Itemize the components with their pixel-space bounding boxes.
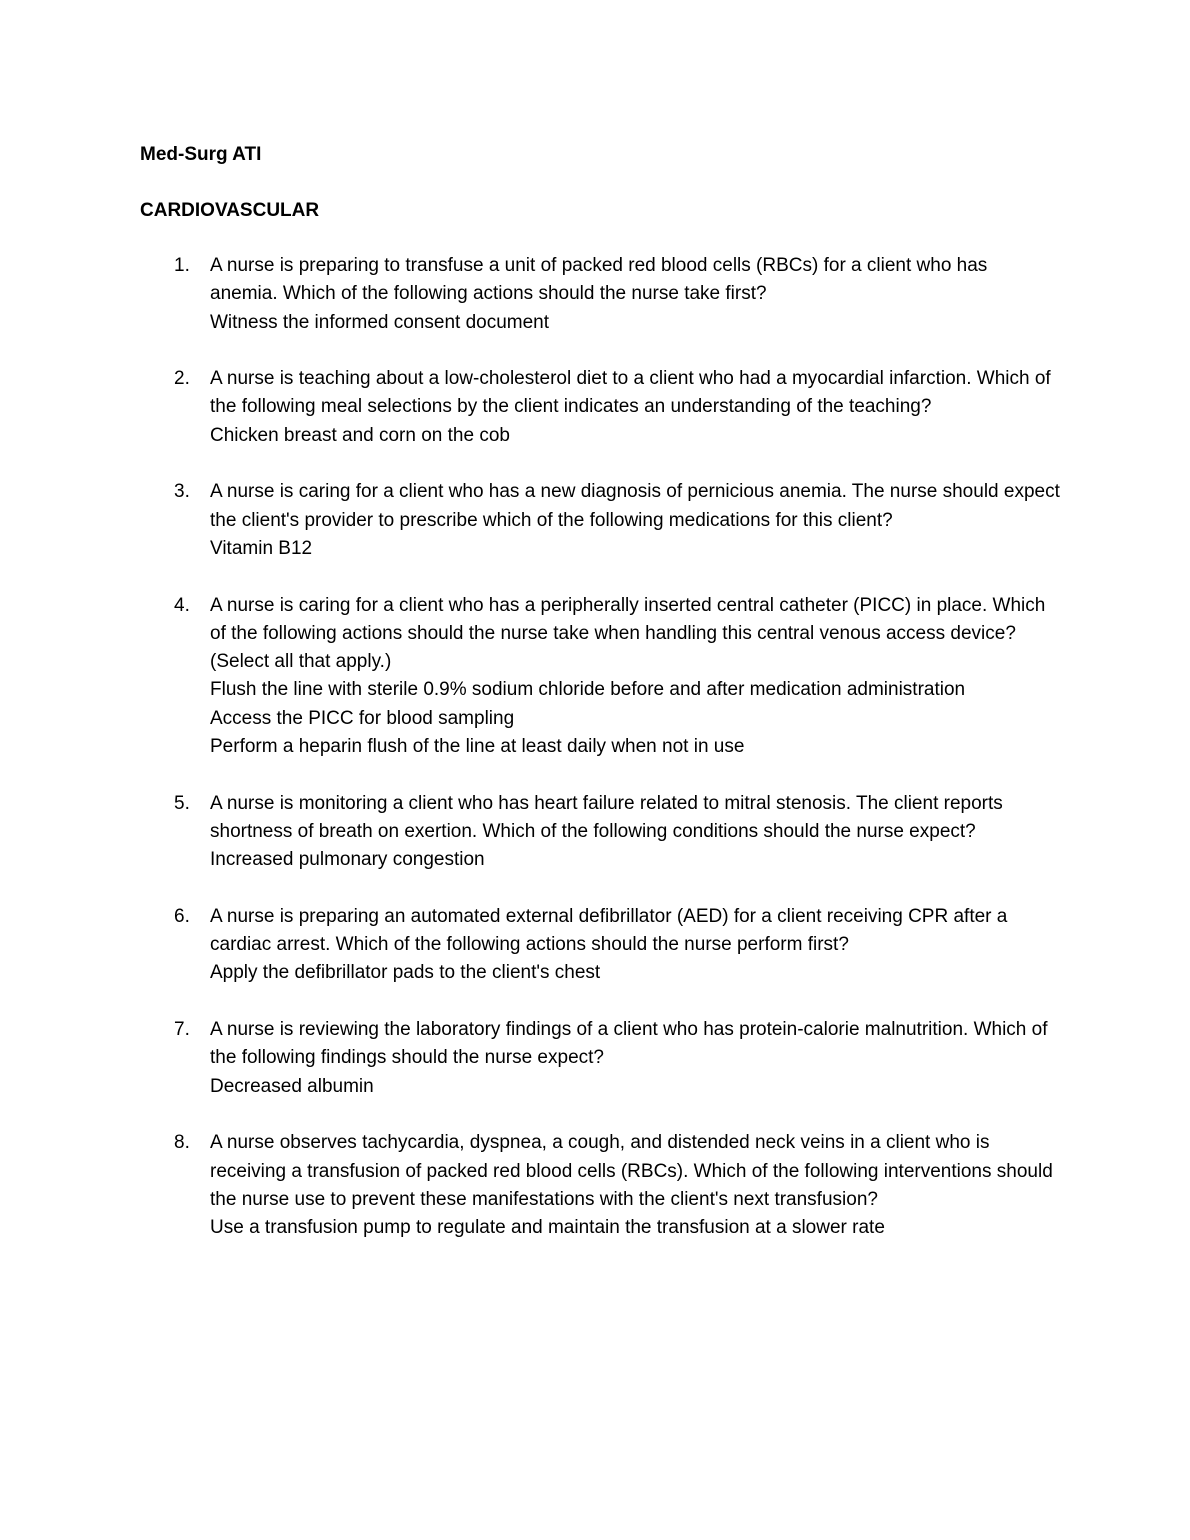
answer-text: Witness the informed consent document — [210, 311, 550, 333]
answer-text: Perform a heparin flush of the line at least daily when not in use — [210, 736, 745, 758]
question-number: 7. — [174, 1019, 190, 1041]
question-item — [0, 365, 1060, 450]
document-title: Med-Surg ATI — [140, 144, 262, 165]
question-list — [0, 252, 1190, 1271]
question-text: A nurse is preparing to transfuse a unit of packed red blood cells (RBCs) for a client who has anemia. Which of the following actions should the nurse take first? — [210, 255, 988, 305]
question-number: 1. — [174, 255, 190, 276]
section-heading: CARDIOVASCULAR — [140, 200, 320, 221]
answer-text: Vitamin B12 — [210, 537, 313, 559]
question-text: A nurse is teaching about a low-cholesterol diet to a client who had a myocardial infarction. Which of the following meal selections by the client indicates an understanding of the teaching? — [210, 368, 1051, 418]
question-number: 6. — [174, 905, 190, 927]
question-number: 5. — [174, 792, 190, 814]
question-text: A nurse is caring for a client who has a new diagnosis of pernicious anemia. The nurse should expect the client's provider to prescribe which of the following medications for this client? — [210, 481, 1060, 531]
question-number: 2. — [174, 368, 190, 390]
question-text: A nurse is preparing an automated external defibrillator (AED) for a client receiving CPR after a cardiac arrest. Which of the following actions should the nurse perform first? — [210, 905, 1008, 956]
answer-text: Apply the defibrillator pads to the client's chest — [210, 962, 601, 984]
question-item — [0, 252, 1060, 337]
answer-text: Flush the line with sterile 0.9% sodium chloride before and after medication administration — [210, 679, 966, 701]
question-text: A nurse is reviewing the laboratory findings of a client who has protein-calorie malnutrition. Which of the following findings should the nurse expect? — [210, 1019, 1048, 1069]
answer-text: Chicken breast and corn on the cob — [210, 424, 510, 446]
answer-text: Access the PICC for blood sampling — [210, 707, 515, 729]
question-item — [0, 790, 1060, 875]
question-text: A nurse is monitoring a client who has heart failure related to mitral stenosis. The client reports shortness of breath on exertion. Which of the following conditions should the nurse expect? — [210, 792, 1003, 842]
question-number: 8. — [174, 1132, 190, 1154]
question-item — [0, 903, 1060, 988]
answer-text: Increased pulmonary congestion — [210, 849, 485, 871]
question-number: 4. — [174, 594, 190, 616]
question-text: A nurse observes tachycardia, dyspnea, a cough, and distended neck veins in a client who is receiving a transfusion of packed red blood cells (RBCs). Which of the following interventions should the nurse use to prevent these manifestations with the client's next transfusion? — [210, 1132, 1053, 1210]
question-text: A nurse is caring for a client who has a peripherally inserted central catheter (PICC) in place. Which of the following actions should the nurse take when handling this central venous access device? (Select all that apply.) — [210, 594, 1046, 673]
question-item — [0, 1016, 1060, 1101]
answer-text: Decreased albumin — [210, 1075, 374, 1097]
question-item — [0, 592, 1060, 762]
answer-text: Use a transfusion pump to regulate and maintain the transfusion at a slower rate — [210, 1217, 885, 1239]
question-item — [0, 1129, 1060, 1242]
question-number: 3. — [174, 481, 190, 503]
question-item — [0, 478, 1060, 563]
